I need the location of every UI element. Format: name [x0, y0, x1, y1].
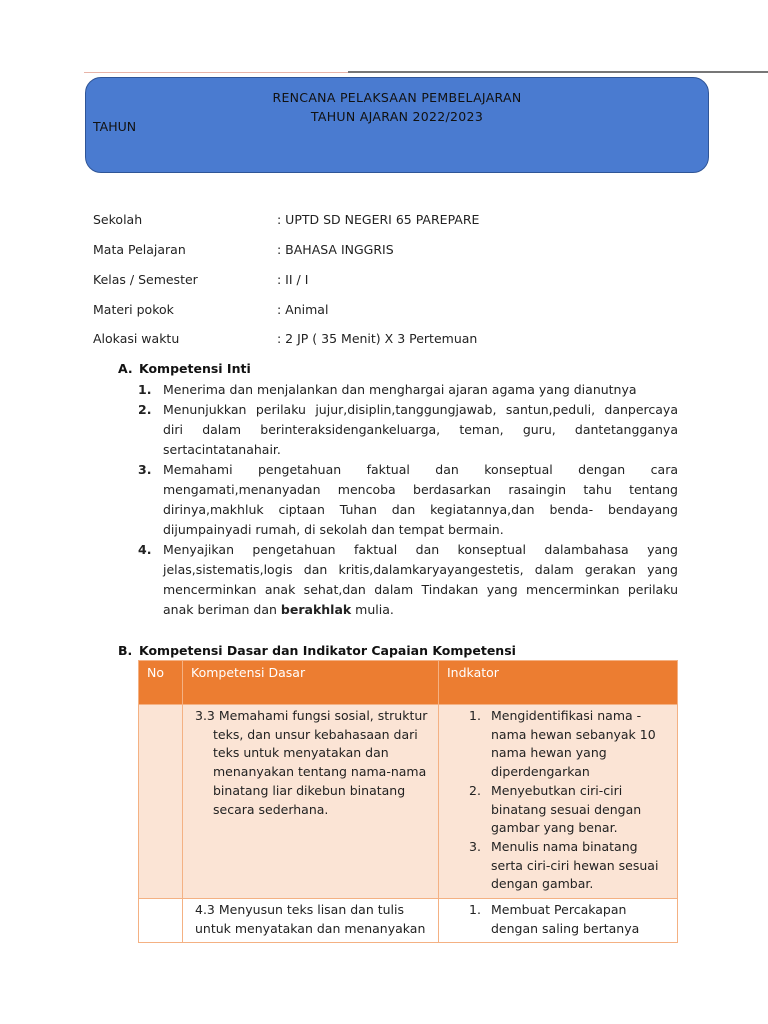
section-b-heading: [118, 643, 516, 658]
info-label: Kelas / Semester: [93, 272, 198, 287]
document-header-box: [85, 77, 709, 173]
list-item-text: Menyajikan pengetahuan faktual dan konseptual dalambahasa yang jelas,sistematis,logis dan kritis,dalamkaryayangestetis, dalam gerakan yang mencerminkan anak sehat,dan dalam Tindakan yang mencerminkan perilaku anak beriman dan: [163, 542, 678, 617]
indikator-text: Membuat Percakapan dengan saling bertanya: [491, 902, 640, 936]
indikator-item: [469, 707, 671, 782]
table-row: [139, 899, 678, 943]
header-tag: TAHUN: [93, 119, 137, 134]
indikator-text: Mengidentifikasi nama - nama hewan sebanyak 10 nama hewan yang diperdengarkan: [491, 708, 656, 780]
info-value: : UPTD SD NEGERI 65 PAREPARE: [277, 212, 480, 227]
list-item: [138, 400, 678, 460]
indikator-number: 1.: [469, 708, 481, 723]
list-item-number: 1.: [138, 382, 152, 397]
list-item: [138, 380, 678, 400]
list-item-number: 2.: [138, 402, 152, 417]
document-title: RENCANA PELAKSAAN PEMBELAJARAN: [272, 90, 522, 105]
indikator-number: 3.: [469, 838, 481, 854]
table-row: [139, 705, 678, 899]
info-value: : Animal: [277, 302, 329, 317]
header-indikator: Indkator: [439, 661, 678, 705]
kd-text: 3.3 Memahami fungsi sosial, struktur teks, dan unsur kebahasaan dari teks untuk menyatakan dan menanyakan tentang nama-nama binatang liar dikebun binatang secara sederhana.: [195, 708, 428, 817]
list-item: [138, 540, 678, 620]
list-item-number: 3.: [138, 462, 152, 477]
info-label: Alokasi waktu: [93, 331, 180, 346]
list-item-text: Menunjukkan perilaku jujur,disiplin,tanggungjawab, santun,peduli, danpercaya diri dalam berinteraksidengankeluarga, teman, guru, dantetangganya sertacintatanahair.: [163, 402, 678, 457]
cell-indikator: [439, 705, 678, 899]
info-value: : 2 JP ( 35 Menit) X 3 Pertemuan: [277, 331, 478, 346]
top-rule-accent: [84, 72, 348, 73]
section-b-letter: B.: [118, 643, 133, 658]
indikator-item: [469, 838, 671, 894]
document-subtitle: TAHUN AJARAN 2022/2023: [310, 109, 484, 124]
list-item-number: 4.: [138, 542, 152, 557]
section-b-title: Kompetensi Dasar dan Indikator Capaian Kompetensi: [139, 643, 516, 658]
indikator-text: Menulis nama binatang serta ciri-ciri hewan sesuai dengan gambar.: [491, 838, 659, 892]
table-header-row: [139, 661, 678, 705]
header-kd: Kompetensi Dasar: [183, 661, 439, 705]
info-value: : II / I: [277, 272, 309, 287]
info-label: Mata Pelajaran: [93, 242, 186, 257]
list-item-text: Menerima dan menjalankan dan menghargai ajaran agama yang dianutnya: [163, 382, 637, 397]
section-a-letter: A.: [118, 361, 133, 376]
core-competency-list: [138, 380, 678, 620]
indikator-number: 1.: [469, 902, 481, 918]
header-no: No: [139, 661, 183, 705]
cell-kd: [183, 705, 439, 899]
info-label: Sekolah: [93, 212, 143, 227]
indikator-number: 2.: [469, 782, 481, 798]
list-item: [138, 460, 678, 540]
info-value: : BAHASA INGGRIS: [277, 242, 394, 257]
info-label: Materi pokok: [93, 302, 174, 317]
list-item-text: Memahami pengetahuan faktual dan konseptual dengan cara mengamati,menanyadan mencoba berdasarkan rasaingin tahu tentang dirinya,makhluk ciptaan Tuhan dan kegiatannya,dan benda- bendayang dijumpainyadi rumah, di sekolah dan tempat bermain.: [163, 462, 678, 537]
cell-no: [139, 899, 183, 943]
competency-table: [138, 660, 678, 943]
list-item-bold-text: berakhlak: [280, 602, 352, 617]
indikator-text: Menyebutkan ciri-ciri binatang sesuai dengan gambar yang benar.: [491, 782, 642, 836]
indikator-item: [469, 782, 671, 838]
section-a-title: Kompetensi Inti: [139, 361, 251, 376]
cell-indikator: [439, 899, 678, 943]
indikator-item: [469, 901, 671, 938]
cell-kd: [183, 899, 439, 943]
kd-text: 4.3 Menyusun teks lisan dan tulis untuk menyatakan dan menanyakan: [195, 902, 426, 936]
list-item-text-end: mulia.: [351, 602, 394, 617]
top-rule: [348, 71, 768, 73]
section-a-heading: [118, 361, 251, 376]
cell-no: [139, 705, 183, 899]
